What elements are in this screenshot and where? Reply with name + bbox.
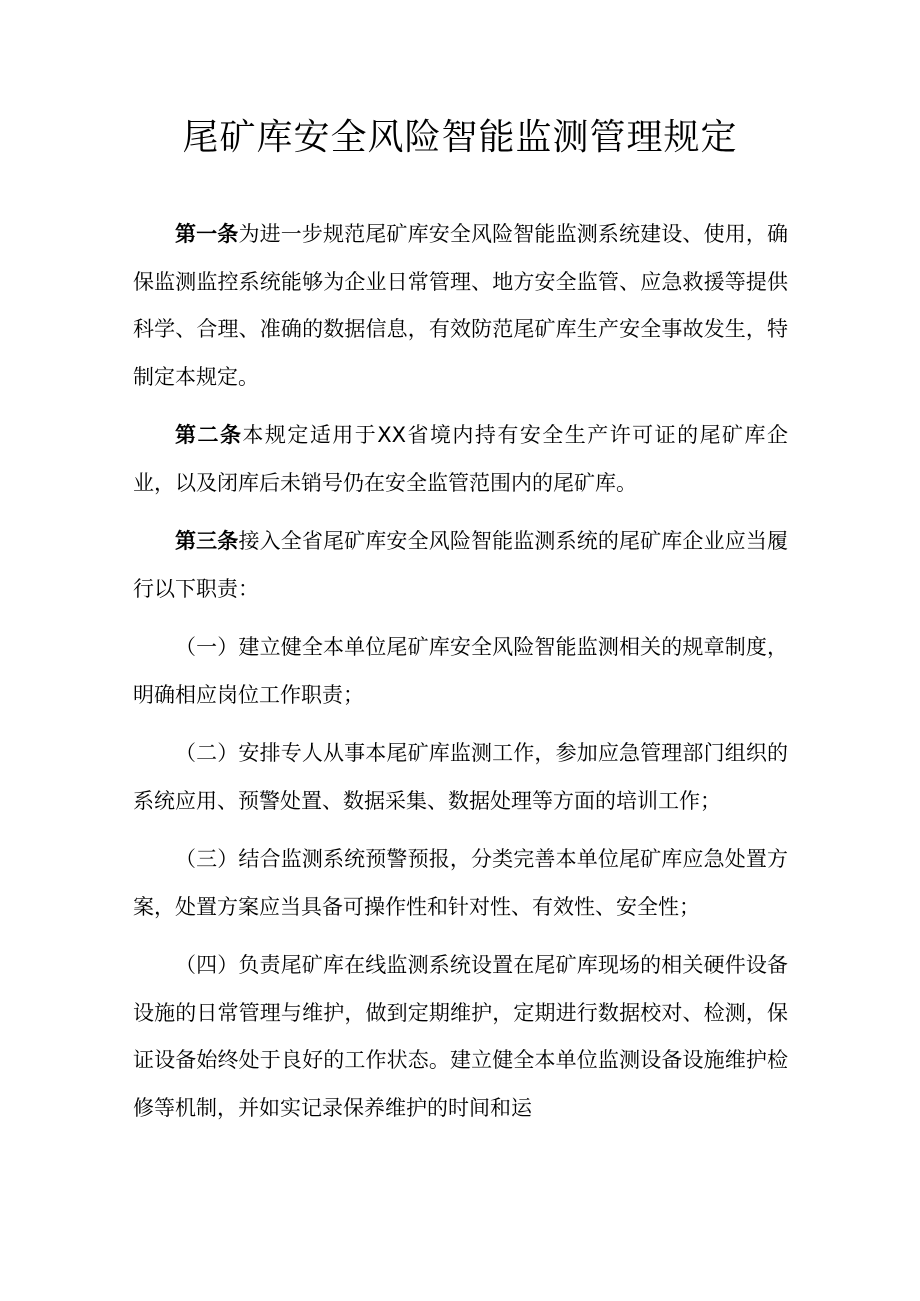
article-3-text: 接入全省尾矿库安全风险智能监测系统的尾矿库企业应当履行以下职责： (133, 529, 789, 601)
article-2-text: 本规定适用于XX省境内持有安全生产许可证的尾矿库企业，以及闭库后未销号仍在安全监管范围内的尾矿库。 (133, 423, 789, 495)
article-3-item-4: （四）负责尾矿库在线监测系统设置在尾矿库现场的相关硬件设备设施的日常管理与维护，做到定期维护，定期进行数据校对、检测，保证设备始终处于良好的工作状态。建立健全本单位监测设备设施维护检修等机制，并如实记录保养维护的时间和运 (133, 953, 788, 1120)
article-3-label: 第三条 (175, 529, 239, 553)
document-title: 尾矿库安全风险智能监测管理规定 (182, 117, 738, 158)
article-3-item-3: （三）结合监测系统预警预报，分类完善本单位尾矿库应急处置方案，处置方案应当具备可操作性和针对性、有效性、安全性； (133, 847, 788, 919)
article-3-item-2: （二）安排专人从事本尾矿库监测工作，参加应急管理部门组织的系统应用、预警处置、数据采集、数据处理等方面的培训工作； (133, 741, 788, 813)
article-3-item-1: （一）建立健全本单位尾矿库安全风险智能监测相关的规章制度，明确相应岗位工作职责； (133, 635, 788, 707)
article-2 (133, 412, 788, 507)
document-body (133, 211, 788, 1132)
article-1-label: 第一条 (175, 222, 239, 246)
article-1-text: 为进一步规范尾矿库安全风险智能监测系统建设、使用，确保监测监控系统能够为企业日常管理、地方安全监管、应急救援等提供科学、合理、准确的数据信息，有效防范尾矿库生产安全事故发生，特制定本规定。 (133, 222, 789, 389)
article-3 (133, 518, 788, 613)
article-2-label: 第二条 (175, 423, 243, 447)
article-1 (133, 211, 788, 401)
